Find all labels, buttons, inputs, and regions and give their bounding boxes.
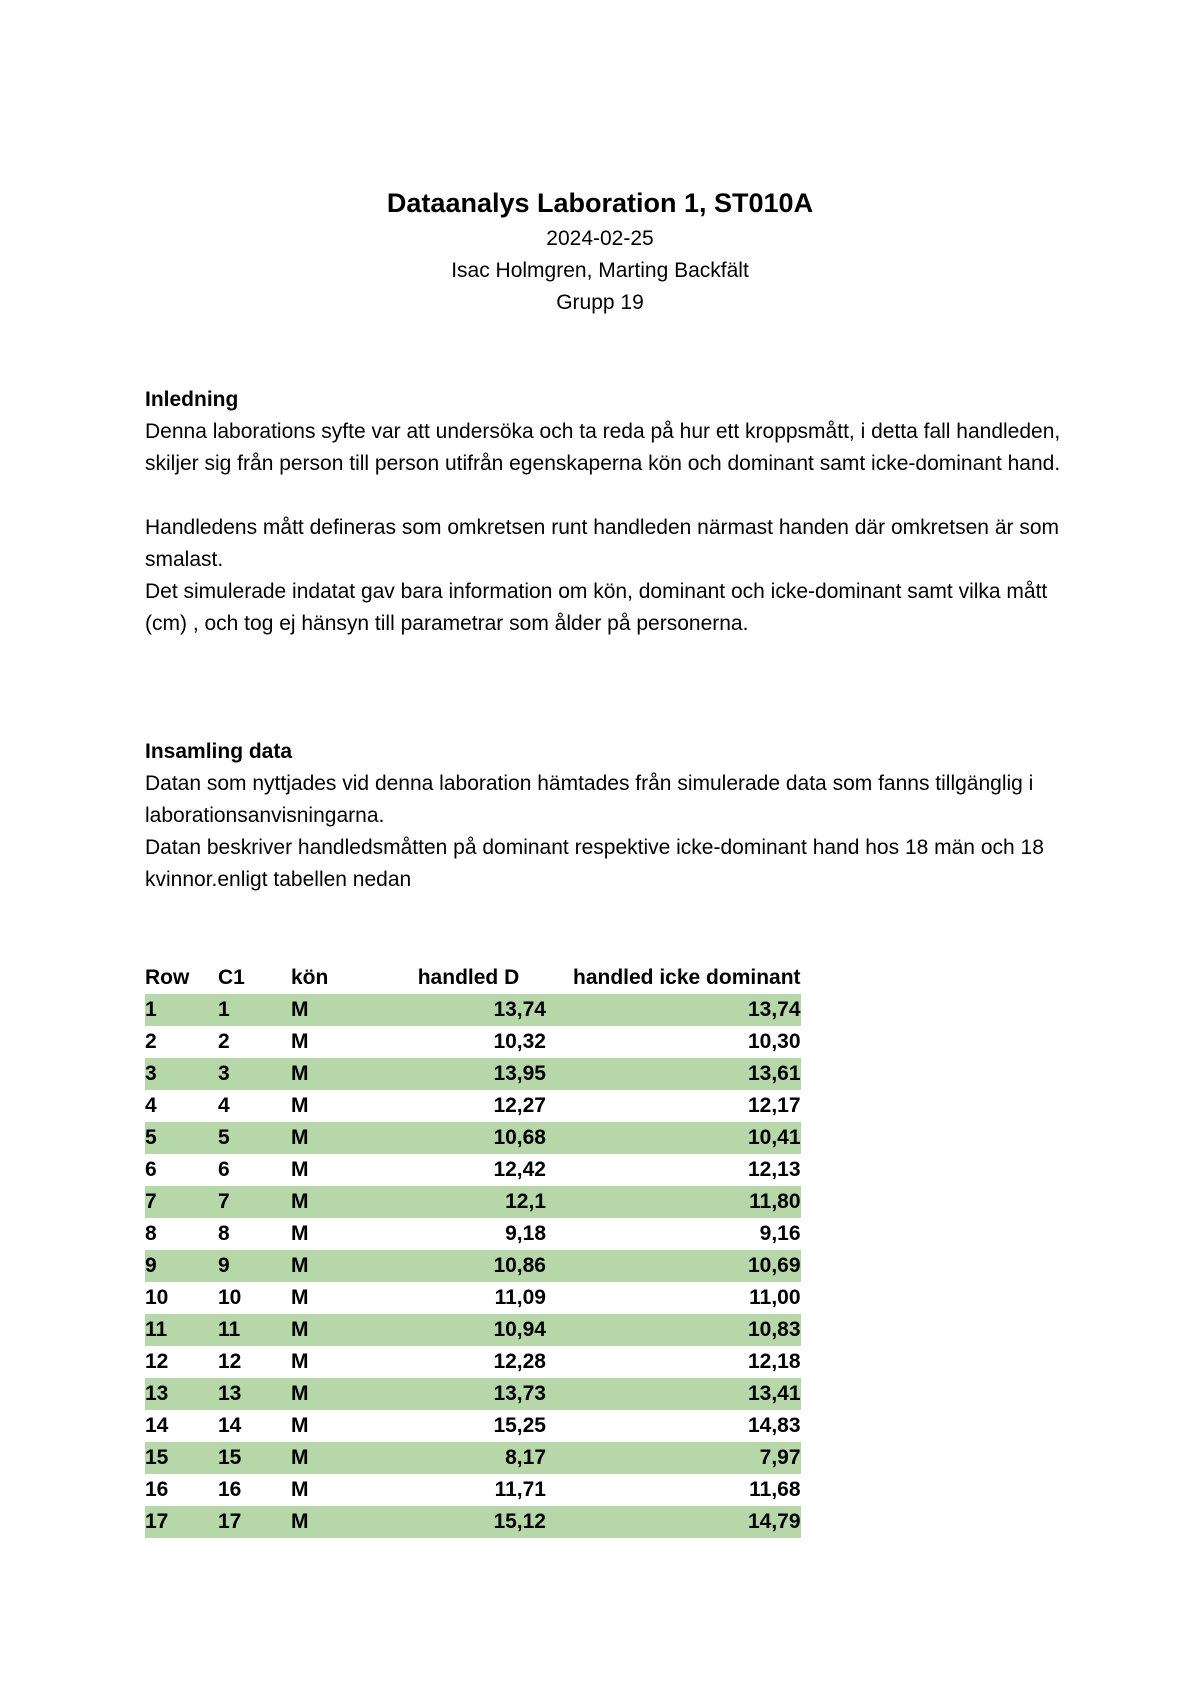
cell-handled-icke-dominant: 13,41 <box>551 1378 801 1410</box>
intro-heading: Inledning <box>145 388 239 411</box>
cell-handled-icke-dominant: 13,74 <box>551 994 801 1026</box>
cell-value: 15,12 <box>493 1510 546 1533</box>
cell-row: 10 <box>145 1286 169 1309</box>
data-collection-heading: Insamling data <box>145 740 293 763</box>
cell-handled-icke-dominant: 13,61 <box>551 1058 801 1090</box>
cell-kon: M <box>291 1250 386 1282</box>
cell-c1: 11 <box>218 1314 291 1346</box>
table-row <box>145 1090 801 1122</box>
cell-handled-d <box>386 1090 551 1122</box>
cell-c1: 1 <box>218 994 291 1026</box>
intro-paragraph-1: Denna laborations syfte var att undersöka och ta reda på hur ett kroppsmått, i detta fall handleden, skiljer sig från person till person utifrån egenskaperna kön och dominant samt icke-dominant hand. <box>145 420 1061 475</box>
cell-handled-icke-dominant: 10,69 <box>551 1250 801 1282</box>
cell-value: 10,86 <box>493 1254 546 1277</box>
cell-kon: M <box>291 1314 386 1346</box>
cell-kon: M <box>291 994 386 1026</box>
cell-kon: M <box>291 1350 309 1373</box>
cell-value: 11,71 <box>494 1478 546 1501</box>
cell-c1: 12 <box>218 1350 242 1373</box>
cell-kon: M <box>291 1122 386 1154</box>
cell-c1: 9 <box>218 1250 291 1282</box>
cell-row: 15 <box>145 1442 218 1474</box>
cell-handled-icke-dominant: 10,83 <box>551 1314 801 1346</box>
cell-value: 15,25 <box>493 1414 546 1437</box>
cell-row: 16 <box>145 1478 169 1501</box>
cell-value: 8,17 <box>505 1446 546 1469</box>
cell-handled-d <box>386 1378 551 1410</box>
cell-handled-icke-dominant: 14,79 <box>551 1506 801 1538</box>
cell-kon: M <box>291 1186 386 1218</box>
cell-c1: 16 <box>218 1478 242 1501</box>
table-row <box>145 1442 801 1474</box>
cell-row: 4 <box>145 1094 157 1117</box>
cell-row: 5 <box>145 1122 218 1154</box>
column-header-c1: C1 <box>218 966 245 989</box>
cell-kon: M <box>291 1506 386 1538</box>
cell-handled-icke-dominant: 10,30 <box>747 1030 801 1053</box>
cell-handled-d <box>386 1346 551 1378</box>
column-header-handled-icke-dominant: handled icke dominant <box>573 966 801 989</box>
cell-kon: M <box>291 1378 386 1410</box>
cell-handled-icke-dominant: 12,18 <box>747 1350 801 1373</box>
cell-kon: M <box>291 1478 309 1501</box>
cell-c1: 2 <box>218 1030 230 1053</box>
cell-c1: 15 <box>218 1442 291 1474</box>
cell-value: 10,94 <box>493 1318 546 1341</box>
cell-handled-d <box>386 994 551 1026</box>
column-header-handled-d: handled D <box>417 966 520 989</box>
cell-c1: 17 <box>218 1506 291 1538</box>
cell-handled-d <box>386 1474 551 1506</box>
cell-c1: 10 <box>218 1286 242 1309</box>
cell-value: 12,27 <box>493 1094 546 1117</box>
cell-row: 8 <box>145 1222 157 1245</box>
cell-row: 2 <box>145 1030 157 1053</box>
table-row <box>145 1410 801 1442</box>
cell-row: 11 <box>145 1314 218 1346</box>
cell-kon: M <box>291 1442 386 1474</box>
cell-kon: M <box>291 1158 309 1181</box>
cell-handled-icke-dominant: 11,80 <box>551 1186 801 1218</box>
cell-c1: 13 <box>218 1378 291 1410</box>
cell-c1: 6 <box>218 1158 230 1181</box>
data-collection-paragraph-2: Datan beskriver handledsmåtten på dominant respektive icke-dominant hand hos 18 män och 18 kvinnor.enligt tabellen nedan <box>145 836 1044 891</box>
cell-row: 7 <box>145 1186 218 1218</box>
cell-handled-icke-dominant: 9,16 <box>759 1222 801 1245</box>
table-row <box>145 1154 801 1186</box>
cell-kon: M <box>291 1222 309 1245</box>
cell-row: 13 <box>145 1378 218 1410</box>
cell-handled-d <box>386 1506 551 1538</box>
table-row <box>145 1314 801 1346</box>
table-row <box>145 1186 801 1218</box>
document-authors: Isac Holmgren, Marting Backfält <box>451 259 749 282</box>
cell-c1: 4 <box>218 1094 230 1117</box>
cell-handled-d <box>386 1154 551 1186</box>
cell-row: 3 <box>145 1058 218 1090</box>
document-date: 2024-02-25 <box>546 227 654 250</box>
cell-kon: M <box>291 1286 309 1309</box>
cell-handled-icke-dominant: 12,17 <box>747 1094 801 1117</box>
cell-kon: M <box>291 1094 309 1117</box>
cell-value: 12,1 <box>505 1190 546 1213</box>
cell-row: 14 <box>145 1414 169 1437</box>
cell-c1: 14 <box>218 1414 242 1437</box>
column-header-kon: kön <box>291 966 329 989</box>
cell-kon: M <box>291 1414 309 1437</box>
cell-handled-icke-dominant: 7,97 <box>551 1442 801 1474</box>
cell-handled-d <box>386 1442 551 1474</box>
cell-value: 12,28 <box>493 1350 546 1373</box>
cell-handled-icke-dominant: 11,68 <box>749 1478 801 1501</box>
cell-row: 1 <box>145 994 218 1026</box>
cell-value: 13,73 <box>493 1382 546 1405</box>
table-row <box>145 1282 801 1314</box>
cell-handled-icke-dominant: 11,00 <box>749 1286 801 1309</box>
intro-section <box>145 384 1075 640</box>
cell-value: 13,95 <box>493 1062 546 1085</box>
cell-value: 10,68 <box>493 1126 546 1149</box>
cell-value: 12,42 <box>493 1158 546 1181</box>
document-title: Dataanalys Laboration 1, ST010A <box>386 188 814 218</box>
data-collection-paragraph-1: Datan som nyttjades vid denna laboration hämtades från simulerade data som fanns tillgänglig i laborationsanvisningarna. <box>145 772 1034 827</box>
table-row <box>145 1026 801 1058</box>
table-body <box>145 994 801 1538</box>
table-row <box>145 1122 801 1154</box>
cell-handled-icke-dominant: 10,41 <box>551 1122 801 1154</box>
table-row <box>145 1378 801 1410</box>
cell-handled-icke-dominant: 12,13 <box>747 1158 801 1181</box>
table-row <box>145 1218 801 1250</box>
cell-handled-d <box>386 1250 551 1282</box>
cell-handled-d <box>386 1186 551 1218</box>
cell-kon: M <box>291 1030 309 1053</box>
wrist-measurement-table <box>145 962 801 1538</box>
table-row <box>145 1474 801 1506</box>
cell-handled-d <box>386 1282 551 1314</box>
column-header-row: Row <box>145 966 190 989</box>
table-row <box>145 1250 801 1282</box>
cell-value: 9,18 <box>505 1222 546 1245</box>
cell-value: 10,32 <box>493 1030 546 1053</box>
table-row <box>145 994 801 1026</box>
cell-c1: 5 <box>218 1122 291 1154</box>
cell-c1: 3 <box>218 1058 291 1090</box>
cell-handled-icke-dominant: 14,83 <box>747 1414 801 1437</box>
cell-value: 11,09 <box>494 1286 546 1309</box>
cell-row: 12 <box>145 1350 169 1373</box>
document-group: Grupp 19 <box>556 291 644 314</box>
cell-value: 13,74 <box>493 998 546 1021</box>
cell-row: 6 <box>145 1158 157 1181</box>
intro-paragraph-3: Det simulerade indatat gav bara information om kön, dominant och icke-dominant samt vilka mått (cm) , och tog ej hänsyn till parametrar som ålder på personerna. <box>145 580 1048 635</box>
document-header <box>0 183 1200 319</box>
cell-c1: 8 <box>218 1222 230 1245</box>
cell-handled-d <box>386 1218 551 1250</box>
intro-paragraph-2: Handledens mått defineras som omkretsen runt handleden närmast handen där omkretsen är som smalast. <box>145 516 1059 571</box>
cell-row: 9 <box>145 1250 218 1282</box>
table-header-row <box>145 962 801 994</box>
cell-handled-d <box>386 1026 551 1058</box>
cell-handled-d <box>386 1122 551 1154</box>
cell-row: 17 <box>145 1506 218 1538</box>
cell-kon: M <box>291 1058 386 1090</box>
table-row <box>145 1058 801 1090</box>
cell-c1: 7 <box>218 1186 291 1218</box>
cell-handled-d <box>386 1314 551 1346</box>
table-row <box>145 1506 801 1538</box>
cell-handled-d <box>386 1058 551 1090</box>
data-collection-section <box>145 736 1075 896</box>
cell-handled-d <box>386 1410 551 1442</box>
table-row <box>145 1346 801 1378</box>
